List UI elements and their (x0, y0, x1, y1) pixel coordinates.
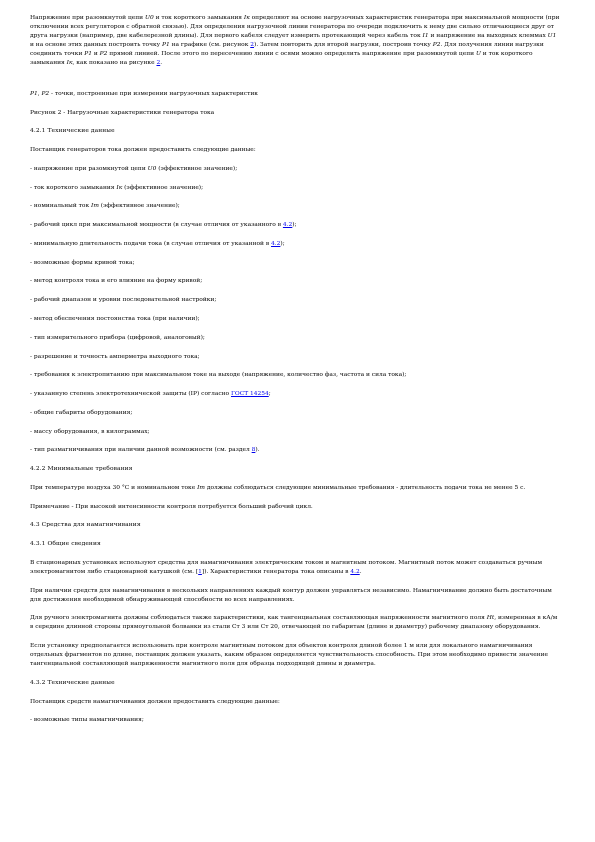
variable-u1: U1 (547, 32, 557, 39)
section-heading-4-2-2: 4.2.2 Минимальные требования (30, 466, 133, 473)
list-item: - тип измерительного прибора (цифровой, аналоговый); (30, 334, 205, 341)
points-note (30, 90, 561, 99)
variable-p1: P1 (84, 50, 92, 57)
text-run: - указанную степень электротехнической защиты (IP) согласно (30, 391, 231, 398)
list-item: - метод обеспечения постоянства тока (при наличии); (30, 316, 200, 322)
variable-p2: P2 (432, 41, 441, 48)
text-run: - минимальную длительность подачи тока (в случае отличия от указанной в (30, 240, 272, 247)
text-run: В стационарных установках используют средства для намагничивания электрическим током и магнитным потоком. Магнитный поток может создаваться ручным электромагнитом либо стационарной катушкой (см. [ (30, 559, 543, 575)
text-run: и (91, 50, 100, 57)
text-run: должны соблюдаться следующие минимальные требования - длительность подачи тока не менее 5 с. (205, 484, 526, 491)
general-paragraph: При наличии средств для намагничивания в нескольких направлениях каждый контур должен управляться независимо. Намагничивание должно быть достаточным для достижения необходимой обнаруживающей способности во всех направлениях. (30, 587, 552, 603)
text-run: прямой линией. После этого по пересечению линии с осями можно определить напряжение при разомкнутой цепи (107, 50, 476, 57)
text-run: ]). Характеристики генератора тока описаны в (201, 568, 351, 575)
text-run: . (160, 59, 163, 66)
section-intro-4-3-2: Поставщик средств намагничивания должен предоставить следующие данные: (30, 698, 280, 705)
text-run: ). (255, 447, 260, 454)
variable-it: Iт (91, 203, 99, 210)
text-run: При температуре воздуха 30 °С и номинальном токе (30, 484, 198, 491)
list-item: - возможные формы кривой тока; (30, 259, 135, 266)
list-item (30, 446, 561, 455)
figure-caption: Рисунок 2 - Нагрузочные характеристики генератора тока (30, 109, 215, 116)
list-item: - рабочий диапазон и уровни последовательной настройки; (30, 297, 217, 304)
text-run: , (37, 90, 42, 97)
figure-2-link[interactable]: 2 (156, 59, 161, 66)
text-run: Напряжение при разомкнутой цепи (30, 15, 145, 21)
intro-paragraph (30, 14, 561, 68)
gost-14254-link[interactable]: ГОСТ 14254 (230, 391, 269, 398)
text-run: - рабочий цикл при максимальной мощности (в случае отличия от указанного в (30, 222, 283, 229)
variable-u0: U0 (147, 165, 157, 172)
list-item (30, 390, 561, 399)
variable-ik: Iк (66, 59, 73, 66)
variable-p2: P2 (41, 90, 50, 97)
text-run: и на основе этих данных построить точку (30, 41, 162, 48)
list-item: - возможные типы намагничивания; (30, 717, 144, 724)
text-run: , измеренная в кА/м в середине длинной стороны прямоугольной болванки из стали Ст 3 или Ст 20, отвечающей по габаритам (длине и диаметру) рабочему диапазону оборудования. (30, 615, 558, 631)
section-heading-4-3-1: 4.3.1 Общие сведения (30, 541, 101, 548)
list-item (30, 240, 561, 249)
text-run: (эффективное значение); (156, 165, 238, 172)
section-8-link[interactable]: 8 (251, 447, 256, 454)
text-run: - точки, построенные при измерении нагрузочных характеристик (49, 90, 258, 97)
section-heading-4-3-2: 4.3.2 Технические данные (30, 679, 115, 686)
text-run: , как показано на рисунке (72, 59, 157, 66)
list-item (30, 165, 561, 174)
text-run: (эффективное значение); (122, 184, 204, 191)
general-paragraph (30, 559, 561, 577)
text-run: . (359, 568, 362, 575)
variable-u0: U0 (144, 15, 154, 21)
text-run: (эффективное значение); (98, 203, 180, 210)
text-run: на графике (см. рисунок (169, 41, 251, 48)
requirements-paragraph (30, 484, 561, 493)
section-4-2-link[interactable]: 4.2 (271, 240, 281, 247)
list-item (30, 221, 561, 230)
variable-i1: I1 (422, 32, 429, 39)
list-item (30, 184, 561, 193)
section-intro-4-2-1: Поставщик генераторов тока должен предоставить следующие данные: (30, 147, 256, 154)
text-run: - ток короткого замыкания (30, 184, 117, 191)
variable-p1: P1 (162, 41, 170, 48)
text-run: - напряжение при разомкнутой цепи (30, 165, 148, 172)
text-run: - тип размагничивания при наличии данной возможности (см. раздел (30, 447, 252, 454)
text-run: ); (280, 240, 285, 247)
text-run: Для ручного электромагнита должны соблюдаться также характеристики, как тангенциальная составляющая напряженности магнитного поля (30, 615, 487, 622)
text-run: ). Затем повторить для второй нагрузки, построив точку (254, 41, 433, 48)
general-paragraph (30, 614, 561, 632)
variable-it: Iт (197, 484, 206, 491)
text-run: - номинальный ток (30, 203, 92, 210)
variable-ht: Ht (486, 615, 495, 622)
variable-u: U (475, 50, 481, 57)
variable-ik: Iк (243, 15, 250, 21)
list-item: - общие габариты оборудования; (30, 409, 133, 416)
variable-p1: P1 (30, 90, 38, 97)
variable-ik: Iк (116, 184, 123, 191)
list-item: - требования к электропитанию при максимальном токе на выходе (напряжение, количество фаз, частота и сила тока); (30, 372, 407, 379)
text-run: . Для получения линии нагрузки соединить точки (30, 41, 544, 57)
figure-2-link[interactable]: 2 (250, 41, 255, 48)
list-item: - разрешение и точность амперметра выходного тока; (30, 353, 200, 360)
note-paragraph: Примечание - При высокой интенсивности контроля потребуется больший рабочий цикл. (30, 503, 313, 510)
text-run: и ток короткого замыкания (30, 50, 533, 66)
section-heading-4-3: 4.3 Средства для намагничивания (30, 522, 141, 529)
general-paragraph: Если установку предполагается использовать при контроле магнитным потоком для объектов контроля длиной более 1 м или для локального намагничивания отдельных фрагментов по длине, поставщик должен указать, каким образом определяется чувствительность способность. При этом необходимо привести значение тангенциальной составляющей напряженности магнитного поля для образца подходящей длины и диаметра. (30, 643, 549, 668)
text-run: и ток короткого замыкания (153, 15, 244, 21)
text-run: определяют на основе нагрузочных характеристик генератора при максимальной мощности (при отключении всех регуляторов с обратной связью). Для определения нагрузочной линии генератора по очереди подключить к нему две сильно отличающиеся друг от друга нагрузки (например, две кабелерезной длины). Для первого кабеля следует измерить протекающий через кабель ток (30, 15, 560, 39)
section-4-2-link[interactable]: 4.2 (282, 222, 293, 229)
text-run: и напряжение на выходных клеммах (428, 32, 548, 39)
section-4-2-link[interactable]: 4.2 (350, 568, 360, 575)
text-run: ; (268, 391, 271, 398)
text-run: ); (292, 222, 297, 229)
section-heading-4-2-1: 4.2.1 Технические данные (30, 128, 115, 135)
list-item: - метод контроля тока и его влияние на форму кривой; (30, 278, 203, 285)
list-item: - массу оборудования, в килограммах; (30, 428, 150, 435)
variable-p2: P2 (99, 50, 108, 57)
list-item (30, 202, 561, 211)
reference-1-link[interactable]: 1 (198, 568, 202, 575)
